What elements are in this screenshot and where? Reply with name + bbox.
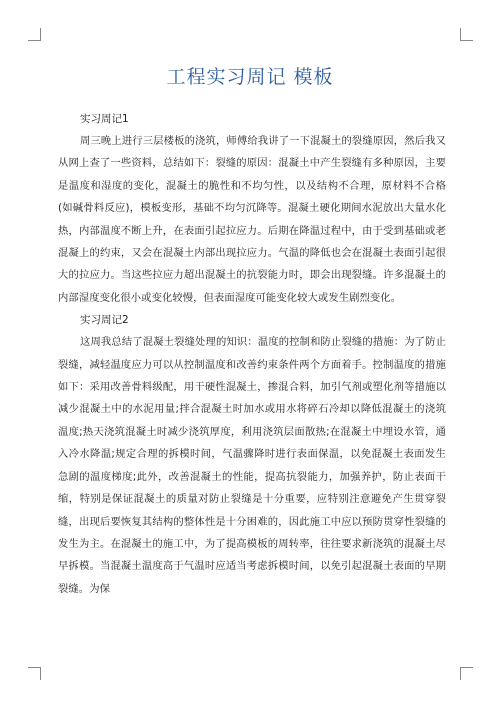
crop-mark-bottom-right xyxy=(460,667,473,680)
crop-mark-top-right xyxy=(460,28,473,41)
section-heading-2: 实习周记2 xyxy=(80,314,129,327)
document-body xyxy=(58,108,446,600)
crop-mark-top-left xyxy=(28,28,41,41)
crop-mark-bottom-left xyxy=(28,667,41,680)
document-title: 工程实习周记 模板 xyxy=(166,66,334,88)
section-heading-1: 实习周记1 xyxy=(80,113,129,125)
section-paragraph-2: 这周我总结了混凝土裂缝处理的知识：温度的控制和防止裂缝的措施：为了防止裂缝，减轻温度应力可以从控制温度和改善约束条件两个方面着手。控制温度的措施如下：采用改善骨料级配，用干硬性混凝土，掺混合料，加引气剂或塑化剂等措施以减少混凝土中的水泥用量;拌合混凝土时加水或用水将碎石冷却以降低混凝土的浇筑温度;热天浇筑混凝土时减少浇筑厚度，利用浇筑层面散热;在混凝土中埋设水管，通入冷水降温;规定合理的拆模时间，气温骤降时进行表面保温，以免混凝土表面发生急剧的温度梯度;此外，改善混凝土的性能，提高抗裂能力，加强养护，防止表面干缩，特别是保证混凝土的质量对防止裂缝是十分重要，应特别注意避免产生贯穿裂缝，出现后要恢复其结构的整体性是十分困难的，因此施工中应以预防贯穿性裂缝的发生为主。在混凝土的施工中，为了提高模板的周转率，往往要求新浇筑的混凝土尽早拆模。当混凝土温度高于气温时应适当考虑拆模时间，以免引起混凝土表面的早期裂缝。为保 xyxy=(58,336,446,595)
section-paragraph-1: 周三晚上进行三层楼板的浇筑，师傅给我讲了一下混凝土的裂缝原因，然后我又从网上查了一些资料，总结如下：裂缝的原因：混凝土中产生裂缝有多种原因，主要是温度和湿度的变化，混凝土的脆性和不均匀性，以及结构不合理，原材料不合格(如碱骨料反应)，模板变形，基础不均匀沉降等。混凝土硬化期间水泥放出大量水化热，内部温度不断上升，在表面引起拉应力。后期在降温过程中，由于受到基础或老混凝上的约束，又会在混凝土内部出现拉应力。气温的降低也会在混凝土表面引起很大的拉应力。当这些拉应力超出混凝土的抗裂能力时，即会出现裂缝。许多混凝土的内部湿度变化很小或变化较慢，但表面湿度可能变化较大或发生剧烈变化。 xyxy=(58,135,446,304)
